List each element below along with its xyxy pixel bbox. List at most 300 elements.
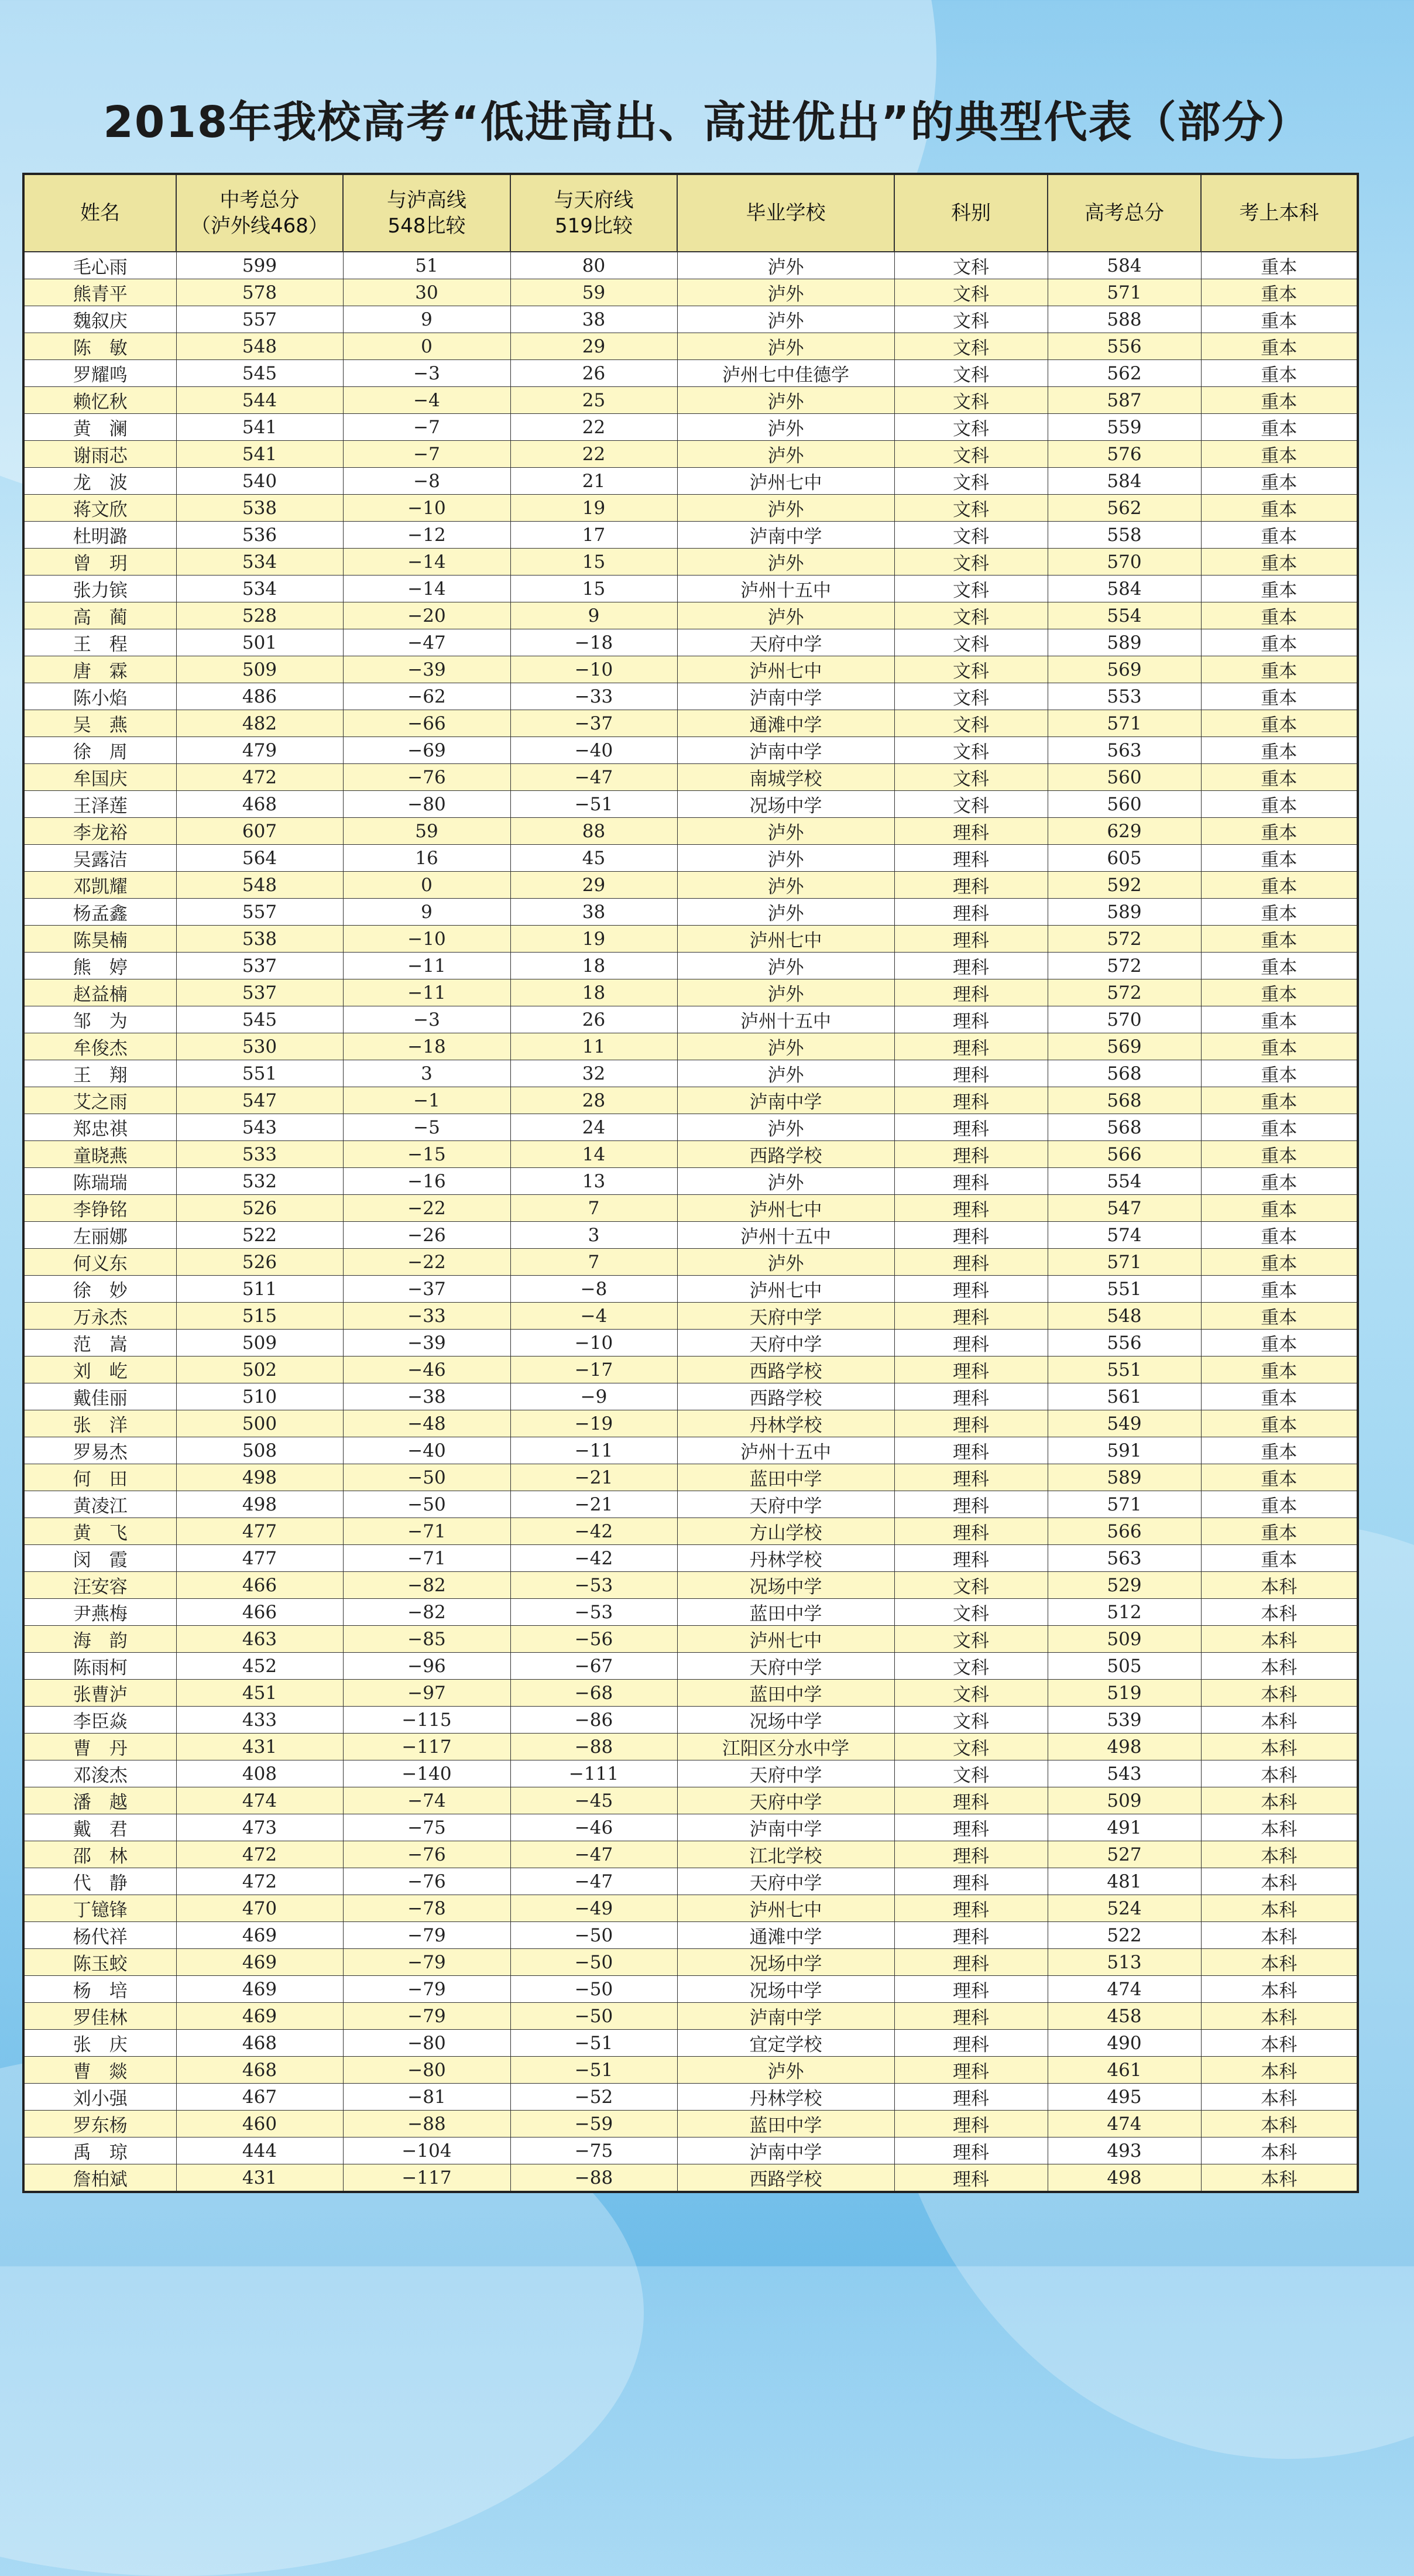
table-row	[23, 1599, 1358, 1626]
zhongkao-score-cell: 463	[176, 1626, 343, 1653]
tianfu-diff-cell: 26	[510, 1006, 677, 1033]
name-cell: 牟国庆	[23, 764, 176, 791]
admission-cell: 重本	[1201, 764, 1358, 791]
school-cell: 泸州十五中	[677, 1006, 894, 1033]
table-row	[23, 1680, 1358, 1707]
luzhou-diff-cell: −50	[343, 1464, 510, 1491]
school-cell: 泸州十五中	[677, 1222, 894, 1249]
admission-cell: 重本	[1201, 1060, 1358, 1087]
table-row	[23, 1545, 1358, 1572]
header-zhongkao-score: 中考总分 （泸外线468）	[176, 174, 343, 252]
subject-cell: 文科	[894, 602, 1048, 629]
name-cell: 汪安容	[23, 1572, 176, 1599]
table-row	[23, 1060, 1358, 1087]
name-cell: 吴 燕	[23, 710, 176, 737]
luzhou-diff-cell: −14	[343, 549, 510, 576]
subject-cell: 理科	[894, 845, 1048, 872]
luzhou-diff-cell: −26	[343, 1222, 510, 1249]
admission-cell: 重本	[1201, 441, 1358, 468]
luzhou-diff-cell: −22	[343, 1249, 510, 1276]
gaokao-score-cell: 563	[1048, 737, 1201, 764]
zhongkao-score-cell: 532	[176, 1168, 343, 1195]
name-cell: 代 静	[23, 1868, 176, 1895]
admission-cell: 重本	[1201, 1033, 1358, 1060]
table-row	[23, 441, 1358, 468]
zhongkao-score-cell: 522	[176, 1222, 343, 1249]
luzhou-diff-cell: −39	[343, 656, 510, 683]
zhongkao-score-cell: 469	[176, 1976, 343, 2003]
zhongkao-score-cell: 551	[176, 1060, 343, 1087]
school-cell: 蓝田中学	[677, 2111, 894, 2137]
subject-cell: 理科	[894, 1249, 1048, 1276]
subject-cell: 文科	[894, 522, 1048, 549]
luzhou-diff-cell: −10	[343, 495, 510, 522]
table-row	[23, 360, 1358, 387]
admission-cell: 重本	[1201, 1114, 1358, 1141]
school-cell: 泸州七中	[677, 1626, 894, 1653]
admission-cell: 本科	[1201, 2003, 1358, 2030]
tianfu-diff-cell: −50	[510, 1922, 677, 1949]
subject-cell: 文科	[894, 1707, 1048, 1734]
name-cell: 毛心雨	[23, 252, 176, 279]
zhongkao-score-cell: 541	[176, 441, 343, 468]
tianfu-diff-cell: 28	[510, 1087, 677, 1114]
table-row	[23, 1653, 1358, 1680]
subject-cell: 文科	[894, 764, 1048, 791]
name-cell: 戴佳丽	[23, 1383, 176, 1410]
zhongkao-score-cell: 511	[176, 1276, 343, 1303]
tianfu-diff-cell: −10	[510, 1330, 677, 1356]
admission-cell: 重本	[1201, 333, 1358, 360]
gaokao-score-cell: 559	[1048, 414, 1201, 441]
zhongkao-score-cell: 486	[176, 683, 343, 710]
subject-cell: 理科	[894, 1814, 1048, 1841]
zhongkao-score-cell: 537	[176, 979, 343, 1006]
zhongkao-score-cell: 501	[176, 629, 343, 656]
tianfu-diff-cell: −52	[510, 2084, 677, 2111]
luzhou-diff-cell: −39	[343, 1330, 510, 1356]
school-cell: 泸外	[677, 953, 894, 979]
tianfu-diff-cell: 38	[510, 306, 677, 333]
zhongkao-score-cell: 538	[176, 495, 343, 522]
header-subject: 科别	[894, 174, 1048, 252]
admission-cell: 重本	[1201, 1330, 1358, 1356]
table-row	[23, 2057, 1358, 2084]
tianfu-diff-cell: 7	[510, 1195, 677, 1222]
zhongkao-score-cell: 466	[176, 1572, 343, 1599]
school-cell: 泸州十五中	[677, 576, 894, 602]
gaokao-score-cell: 589	[1048, 899, 1201, 926]
school-cell: 南城学校	[677, 764, 894, 791]
tianfu-diff-cell: −51	[510, 791, 677, 818]
luzhou-diff-cell: 59	[343, 818, 510, 845]
name-cell: 熊 婷	[23, 953, 176, 979]
school-cell: 天府中学	[677, 1760, 894, 1787]
luzhou-diff-cell: −79	[343, 1949, 510, 1976]
tianfu-diff-cell: −11	[510, 1437, 677, 1464]
luzhou-diff-cell: −46	[343, 1356, 510, 1383]
school-cell: 泸南中学	[677, 1814, 894, 1841]
school-cell: 丹林学校	[677, 2084, 894, 2111]
table-row	[23, 1114, 1358, 1141]
table-row	[23, 1195, 1358, 1222]
luzhou-diff-cell: −79	[343, 2003, 510, 2030]
subject-cell: 文科	[894, 1653, 1048, 1680]
name-cell: 杨 培	[23, 1976, 176, 2003]
table-row	[23, 1734, 1358, 1760]
gaokao-score-cell: 543	[1048, 1760, 1201, 1787]
tianfu-diff-cell: −42	[510, 1518, 677, 1545]
admission-cell: 重本	[1201, 522, 1358, 549]
table-row	[23, 1787, 1358, 1814]
subject-cell: 理科	[894, 953, 1048, 979]
name-cell: 邵 林	[23, 1841, 176, 1868]
admission-cell: 重本	[1201, 1464, 1358, 1491]
table-row	[23, 683, 1358, 710]
school-cell: 况场中学	[677, 1976, 894, 2003]
gaokao-score-cell: 570	[1048, 1006, 1201, 1033]
luzhou-diff-cell: −10	[343, 926, 510, 953]
admission-cell: 本科	[1201, 1707, 1358, 1734]
name-cell: 刘小强	[23, 2084, 176, 2111]
zhongkao-score-cell: 500	[176, 1410, 343, 1437]
zhongkao-score-cell: 541	[176, 414, 343, 441]
subject-cell: 理科	[894, 2084, 1048, 2111]
gaokao-score-cell: 562	[1048, 360, 1201, 387]
school-cell: 丹林学校	[677, 1545, 894, 1572]
tianfu-diff-cell: −46	[510, 1814, 677, 1841]
gaokao-score-cell: 519	[1048, 1680, 1201, 1707]
tianfu-diff-cell: −47	[510, 764, 677, 791]
header-luzhou-line-diff: 与泸高线 548比较	[343, 174, 510, 252]
zhongkao-score-cell: 433	[176, 1707, 343, 1734]
luzhou-diff-cell: 9	[343, 306, 510, 333]
school-cell: 泸外	[677, 333, 894, 360]
gaokao-score-cell: 554	[1048, 602, 1201, 629]
table-row	[23, 2137, 1358, 2164]
gaokao-score-cell: 566	[1048, 1141, 1201, 1168]
gaokao-score-cell: 561	[1048, 1383, 1201, 1410]
zhongkao-score-cell: 545	[176, 360, 343, 387]
subject-cell: 理科	[894, 1330, 1048, 1356]
luzhou-diff-cell: 0	[343, 333, 510, 360]
school-cell: 泸外	[677, 899, 894, 926]
zhongkao-score-cell: 508	[176, 1437, 343, 1464]
gaokao-score-cell: 505	[1048, 1653, 1201, 1680]
school-cell: 天府中学	[677, 629, 894, 656]
admission-cell: 本科	[1201, 1760, 1358, 1787]
luzhou-diff-cell: −37	[343, 1276, 510, 1303]
subject-cell: 理科	[894, 1168, 1048, 1195]
subject-cell: 文科	[894, 1572, 1048, 1599]
admission-cell: 重本	[1201, 1195, 1358, 1222]
admission-cell: 重本	[1201, 1303, 1358, 1330]
gaokao-score-cell: 547	[1048, 1195, 1201, 1222]
school-cell: 泸外	[677, 279, 894, 306]
admission-cell: 重本	[1201, 872, 1358, 899]
table-row	[23, 1518, 1358, 1545]
name-cell: 蒋文欣	[23, 495, 176, 522]
zhongkao-score-cell: 545	[176, 1006, 343, 1033]
header-admission: 考上本科	[1201, 174, 1358, 252]
admission-cell: 重本	[1201, 1383, 1358, 1410]
name-cell: 邓凯耀	[23, 872, 176, 899]
school-cell: 泸外	[677, 872, 894, 899]
name-cell: 赖忆秋	[23, 387, 176, 414]
tianfu-diff-cell: −47	[510, 1841, 677, 1868]
zhongkao-score-cell: 534	[176, 576, 343, 602]
subject-cell: 理科	[894, 1518, 1048, 1545]
zhongkao-score-cell: 530	[176, 1033, 343, 1060]
table-row	[23, 1276, 1358, 1303]
school-cell: 宜定学校	[677, 2030, 894, 2057]
school-cell: 江阳区分水中学	[677, 1734, 894, 1760]
admission-cell: 重本	[1201, 602, 1358, 629]
table-row	[23, 549, 1358, 576]
tianfu-diff-cell: −40	[510, 737, 677, 764]
admission-cell: 本科	[1201, 2137, 1358, 2164]
zhongkao-score-cell: 526	[176, 1195, 343, 1222]
gaokao-score-cell: 549	[1048, 1410, 1201, 1437]
luzhou-diff-cell: 0	[343, 872, 510, 899]
subject-cell: 理科	[894, 1356, 1048, 1383]
gaokao-score-cell: 584	[1048, 252, 1201, 279]
subject-cell: 理科	[894, 979, 1048, 1006]
gaokao-score-cell: 509	[1048, 1626, 1201, 1653]
zhongkao-score-cell: 548	[176, 872, 343, 899]
zhongkao-score-cell: 466	[176, 1599, 343, 1626]
school-cell: 天府中学	[677, 1303, 894, 1330]
luzhou-diff-cell: −3	[343, 360, 510, 387]
table-row	[23, 1410, 1358, 1437]
gaokao-score-cell: 589	[1048, 1464, 1201, 1491]
name-cell: 陈瑞瑞	[23, 1168, 176, 1195]
name-cell: 左丽娜	[23, 1222, 176, 1249]
luzhou-diff-cell: −48	[343, 1410, 510, 1437]
header-tianfu-line-diff: 与天府线 519比较	[510, 174, 677, 252]
subject-cell: 文科	[894, 683, 1048, 710]
subject-cell: 理科	[894, 1437, 1048, 1464]
gaokao-score-cell: 558	[1048, 522, 1201, 549]
gaokao-score-cell: 553	[1048, 683, 1201, 710]
name-cell: 万永杰	[23, 1303, 176, 1330]
table-row	[23, 495, 1358, 522]
table-row	[23, 791, 1358, 818]
school-cell: 泸州七中	[677, 1195, 894, 1222]
admission-cell: 本科	[1201, 1680, 1358, 1707]
gaokao-score-cell: 571	[1048, 279, 1201, 306]
tianfu-diff-cell: −51	[510, 2057, 677, 2084]
gaokao-score-cell: 498	[1048, 1734, 1201, 1760]
zhongkao-score-cell: 564	[176, 845, 343, 872]
school-cell: 泸州十五中	[677, 1437, 894, 1464]
tianfu-diff-cell: 9	[510, 602, 677, 629]
zhongkao-score-cell: 474	[176, 1787, 343, 1814]
name-cell: 徐 妙	[23, 1276, 176, 1303]
table-row	[23, 710, 1358, 737]
subject-cell: 理科	[894, 2003, 1048, 2030]
tianfu-diff-cell: −45	[510, 1787, 677, 1814]
admission-cell: 重本	[1201, 1141, 1358, 1168]
tianfu-diff-cell: 80	[510, 252, 677, 279]
admission-cell: 本科	[1201, 1653, 1358, 1680]
zhongkao-score-cell: 540	[176, 468, 343, 495]
school-cell: 蓝田中学	[677, 1464, 894, 1491]
name-cell: 张 庆	[23, 2030, 176, 2057]
admission-cell: 重本	[1201, 1518, 1358, 1545]
admission-cell: 本科	[1201, 1734, 1358, 1760]
gaokao-score-cell: 490	[1048, 2030, 1201, 2057]
gaokao-score-cell: 461	[1048, 2057, 1201, 2084]
luzhou-diff-cell: −11	[343, 979, 510, 1006]
table-row	[23, 1949, 1358, 1976]
zhongkao-score-cell: 509	[176, 656, 343, 683]
subject-cell: 理科	[894, 1195, 1048, 1222]
table-row	[23, 1491, 1358, 1518]
school-cell: 泸外	[677, 979, 894, 1006]
school-cell: 天府中学	[677, 1491, 894, 1518]
name-cell: 邓浚杰	[23, 1760, 176, 1787]
admission-cell: 本科	[1201, 1976, 1358, 2003]
luzhou-diff-cell: −7	[343, 414, 510, 441]
luzhou-diff-cell: −71	[343, 1545, 510, 1572]
tianfu-diff-cell: −50	[510, 1976, 677, 2003]
luzhou-diff-cell: 9	[343, 899, 510, 926]
zhongkao-score-cell: 470	[176, 1895, 343, 1922]
zhongkao-score-cell: 537	[176, 953, 343, 979]
subject-cell: 文科	[894, 279, 1048, 306]
school-cell: 方山学校	[677, 1518, 894, 1545]
luzhou-diff-cell: −20	[343, 602, 510, 629]
luzhou-diff-cell: −76	[343, 1868, 510, 1895]
gaokao-score-cell: 513	[1048, 1949, 1201, 1976]
zhongkao-score-cell: 469	[176, 1949, 343, 1976]
gaokao-score-cell: 584	[1048, 576, 1201, 602]
subject-cell: 文科	[894, 576, 1048, 602]
subject-cell: 理科	[894, 1006, 1048, 1033]
admission-cell: 重本	[1201, 495, 1358, 522]
name-cell: 王泽莲	[23, 791, 176, 818]
zhongkao-score-cell: 544	[176, 387, 343, 414]
school-cell: 泸外	[677, 441, 894, 468]
gaokao-score-cell: 574	[1048, 1222, 1201, 1249]
admission-cell: 重本	[1201, 1437, 1358, 1464]
table-row	[23, 1814, 1358, 1841]
subject-cell: 理科	[894, 1383, 1048, 1410]
gaokao-score-cell: 539	[1048, 1707, 1201, 1734]
subject-cell: 理科	[894, 2111, 1048, 2137]
gaokao-score-cell: 572	[1048, 926, 1201, 953]
school-cell: 天府中学	[677, 1653, 894, 1680]
header-gaokao-score: 高考总分	[1048, 174, 1201, 252]
luzhou-diff-cell: −75	[343, 1814, 510, 1841]
tianfu-diff-cell: −47	[510, 1868, 677, 1895]
school-cell: 天府中学	[677, 1787, 894, 1814]
tianfu-diff-cell: −37	[510, 710, 677, 737]
school-cell: 泸外	[677, 818, 894, 845]
name-cell: 海 韵	[23, 1626, 176, 1653]
name-cell: 杨代祥	[23, 1922, 176, 1949]
school-cell: 泸南中学	[677, 737, 894, 764]
table-row	[23, 2030, 1358, 2057]
admission-cell: 重本	[1201, 899, 1358, 926]
gaokao-score-cell: 566	[1048, 1518, 1201, 1545]
zhongkao-score-cell: 477	[176, 1518, 343, 1545]
zhongkao-score-cell: 526	[176, 1249, 343, 1276]
zhongkao-score-cell: 473	[176, 1814, 343, 1841]
table-row	[23, 656, 1358, 683]
subject-cell: 理科	[894, 1922, 1048, 1949]
admission-cell: 重本	[1201, 845, 1358, 872]
tianfu-diff-cell: 14	[510, 1141, 677, 1168]
admission-cell: 重本	[1201, 252, 1358, 279]
school-cell: 泸外	[677, 1249, 894, 1276]
table-row	[23, 1868, 1358, 1895]
gaokao-score-cell: 458	[1048, 2003, 1201, 2030]
zhongkao-score-cell: 431	[176, 2164, 343, 2193]
luzhou-diff-cell: −18	[343, 1033, 510, 1060]
subject-cell: 理科	[894, 1841, 1048, 1868]
school-cell: 通滩中学	[677, 710, 894, 737]
admission-cell: 重本	[1201, 1276, 1358, 1303]
table-row	[23, 818, 1358, 845]
school-cell: 江北学校	[677, 1841, 894, 1868]
name-cell: 罗东杨	[23, 2111, 176, 2137]
luzhou-diff-cell: −81	[343, 2084, 510, 2111]
name-cell: 李臣焱	[23, 1707, 176, 1734]
admission-cell: 本科	[1201, 2111, 1358, 2137]
zhongkao-score-cell: 599	[176, 252, 343, 279]
name-cell: 罗耀鸣	[23, 360, 176, 387]
school-cell: 况场中学	[677, 1707, 894, 1734]
name-cell: 尹燕梅	[23, 1599, 176, 1626]
luzhou-diff-cell: 51	[343, 252, 510, 279]
zhongkao-score-cell: 451	[176, 1680, 343, 1707]
zhongkao-score-cell: 533	[176, 1141, 343, 1168]
school-cell: 泸南中学	[677, 2137, 894, 2164]
gaokao-score-cell: 584	[1048, 468, 1201, 495]
zhongkao-score-cell: 472	[176, 1841, 343, 1868]
table-body	[23, 252, 1358, 2192]
subject-cell: 理科	[894, 2030, 1048, 2057]
zhongkao-score-cell: 444	[176, 2137, 343, 2164]
table-row	[23, 279, 1358, 306]
zhongkao-score-cell: 468	[176, 2057, 343, 2084]
gaokao-score-cell: 474	[1048, 2111, 1201, 2137]
zhongkao-score-cell: 510	[176, 1383, 343, 1410]
subject-cell: 理科	[894, 1141, 1048, 1168]
subject-cell: 理科	[894, 1276, 1048, 1303]
luzhou-diff-cell: −74	[343, 1787, 510, 1814]
luzhou-diff-cell: 16	[343, 845, 510, 872]
table-row	[23, 1033, 1358, 1060]
table-row	[23, 953, 1358, 979]
school-cell: 丹林学校	[677, 1410, 894, 1437]
school-cell: 泸外	[677, 549, 894, 576]
table-row	[23, 1895, 1358, 1922]
name-cell: 曾 玥	[23, 549, 176, 576]
zhongkao-score-cell: 607	[176, 818, 343, 845]
admission-cell: 本科	[1201, 1949, 1358, 1976]
gaokao-score-cell: 589	[1048, 629, 1201, 656]
table-row	[23, 1437, 1358, 1464]
luzhou-diff-cell: −5	[343, 1114, 510, 1141]
table-row	[23, 979, 1358, 1006]
gaokao-score-cell: 588	[1048, 306, 1201, 333]
name-cell: 张曹泸	[23, 1680, 176, 1707]
gaokao-score-cell: 572	[1048, 979, 1201, 1006]
tianfu-diff-cell: 29	[510, 333, 677, 360]
